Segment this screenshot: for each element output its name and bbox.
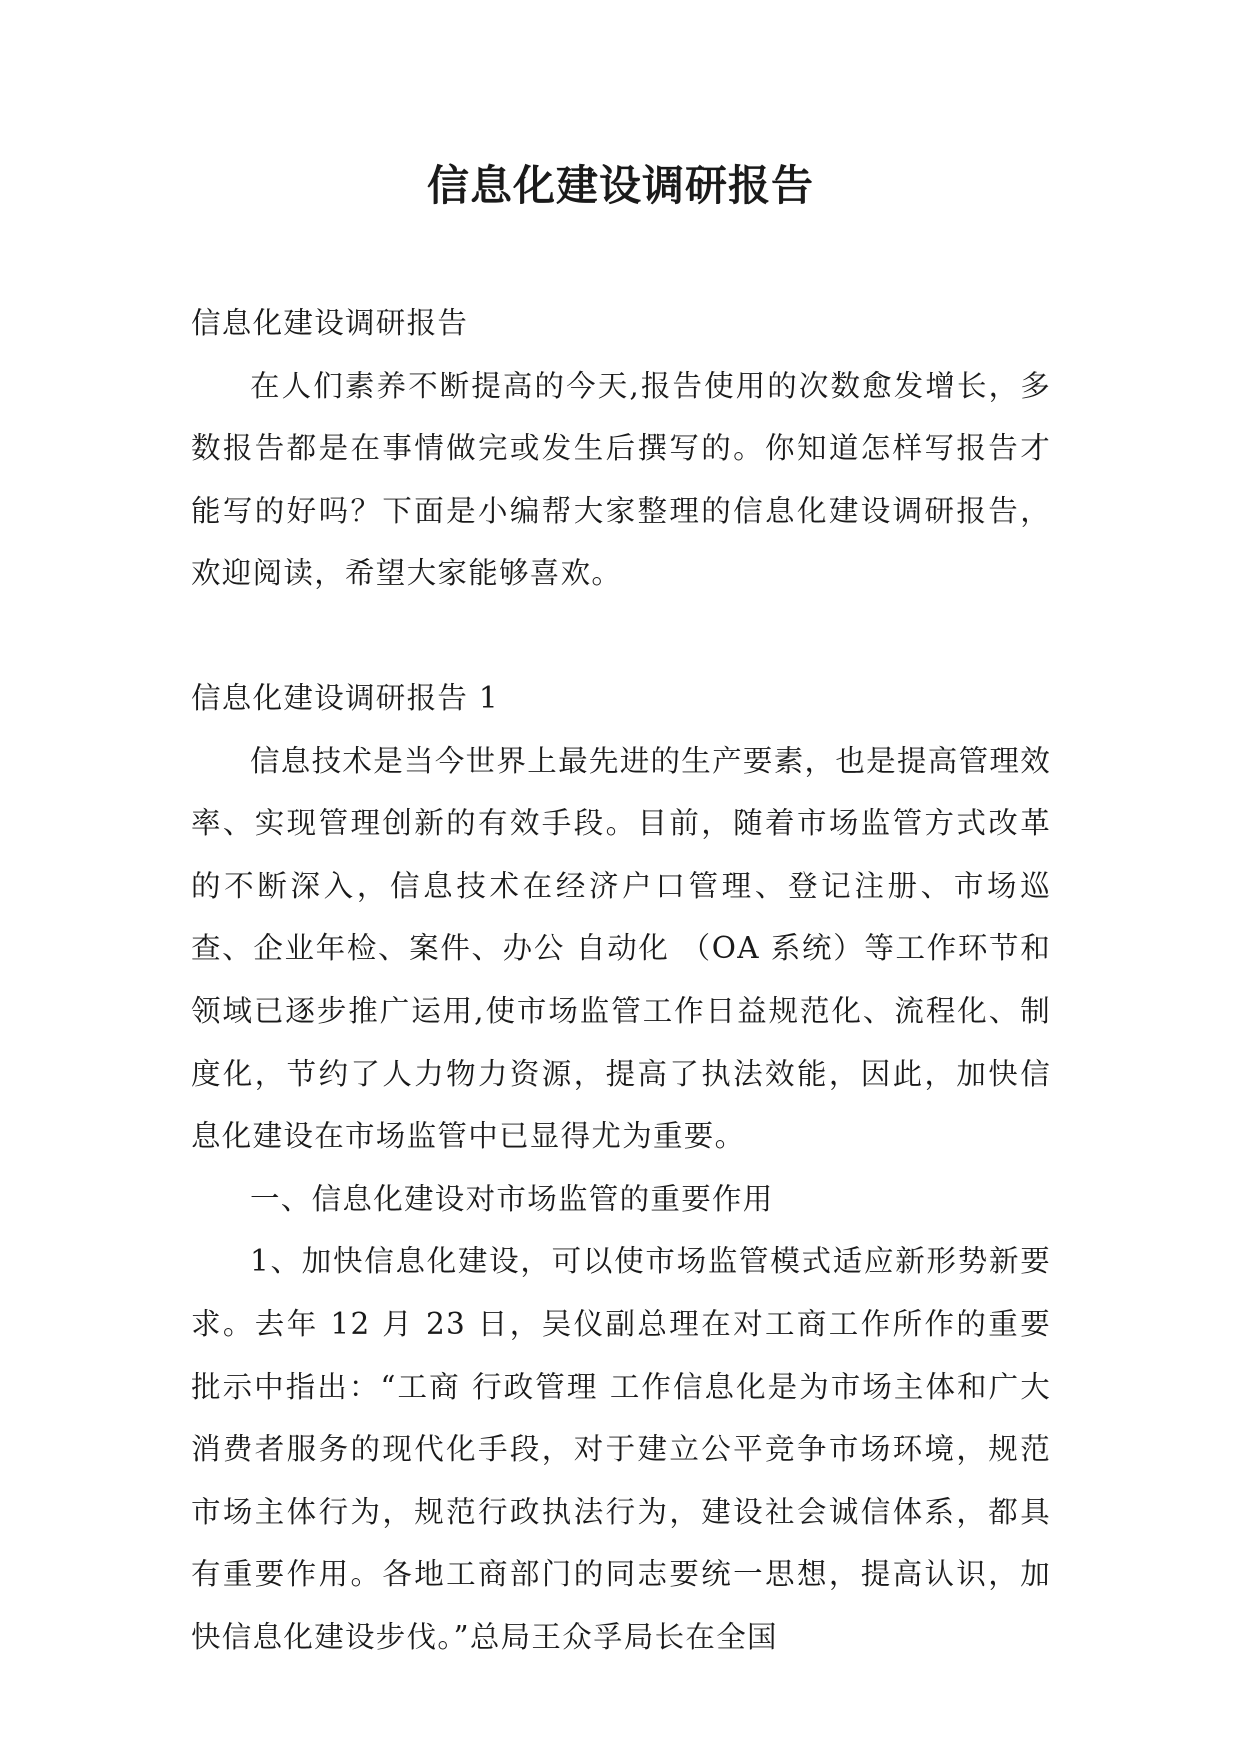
document-title: 信息化建设调研报告 <box>426 161 814 210</box>
document-body <box>191 292 1051 1668</box>
paragraph-spacer <box>191 605 1051 667</box>
intro-paragraph: 在人们素养不断提高的今天,报告使用的次数愈发增长，多数报告都是在事情做完或发生后撰写的。你知道怎样写报告才能写的好吗？下面是小编帮大家整理的信息化建设调研报告，欢迎阅读，希望大家能够喜欢。 <box>191 368 1051 591</box>
subheading: 一、信息化建设对市场监管的重要作用 <box>250 1181 774 1216</box>
section-paragraph: 信息技术是当今世界上最先进的生产要素，也是提高管理效率、实现管理创新的有效手段。目前，随着市场监管方式改革的不断深入，信息技术在经济户口管理、登记注册、市场巡查、企业年检、案件、办公 自动化 （OA 系统）等工作环节和领域已逐步推广运用,使市场监管工作日益规范化、流程化、制度化，节约了人力物力资源，提高了执法效能，因此，加快信息化建设在市场监管中已显得尤为重要。 <box>191 743 1051 1154</box>
point-paragraph: 1、加快信息化建设，可以使市场监管模式适应新形势新要求。去年 12 月 23 日，吴仪副总理在对工商工作所作的重要批示中指出：“工商 行政管理 工作信息化是为市场主体和广大消费者服务的现代化手段，对于建立公平竞争市场环境，规范市场主体行为，规范行政执法行为，建设社会诚信体系，都具有重要作用。各地工商部门的同志要统一思想，提高认识，加快信息化建设步伐。”总局王众孚局长在全国 <box>191 1244 1051 1654</box>
section-heading: 信息化建设调研报告 1 <box>191 680 499 715</box>
document-subtitle: 信息化建设调研报告 <box>191 306 469 340</box>
